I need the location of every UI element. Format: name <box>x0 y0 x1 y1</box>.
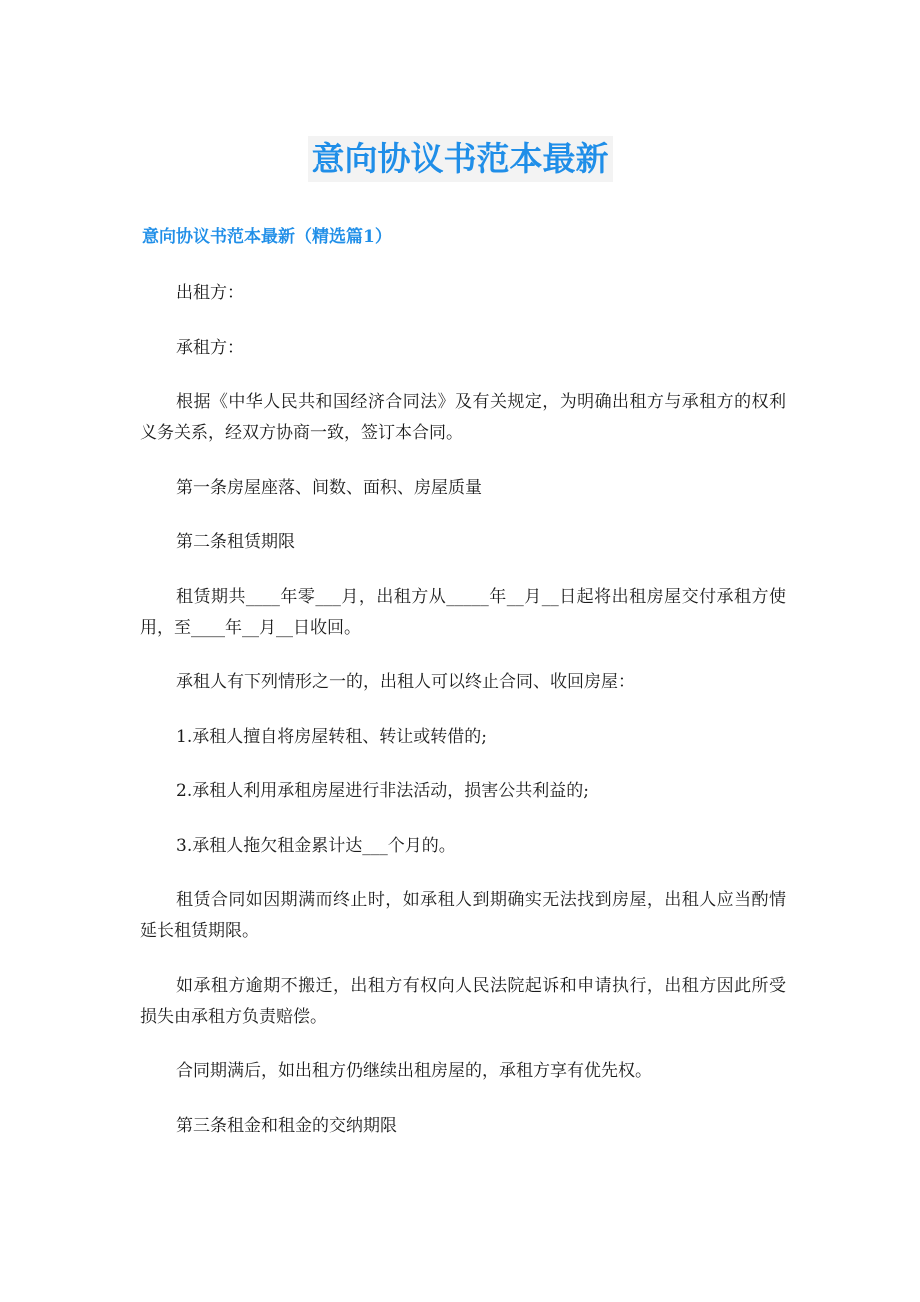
paragraph-extension: 租赁合同如因期满而终止时，如承租人到期确实无法找到房屋，出租人应当酌情延长租赁期限。 <box>140 890 786 941</box>
document-body <box>140 278 786 1165</box>
paragraph-termination-intro: 承租人有下列情形之一的，出租人可以终止合同、收回房屋： <box>176 672 635 692</box>
paragraph-overdue: 如承租方逾期不搬迁，出租方有权向人民法院起诉和申请执行，出租方因此所受损失由承租方负责赔偿。 <box>140 975 786 1027</box>
paragraph-priority: 合同期满后，如出租方仍继续出租房屋的，承租方享有优先权。 <box>176 1061 652 1081</box>
title-container <box>0 136 920 182</box>
paragraph-article-3: 第三条租金和租金的交纳期限 <box>176 1115 397 1136</box>
paragraph-lessee: 承租方： <box>176 337 244 358</box>
paragraph-termination-item-2: 2.承租人利用承租房屋进行非法活动，损害公共利益的; <box>176 781 589 801</box>
paragraph-article-2: 第二条租赁期限 <box>176 532 295 552</box>
section-heading: 意向协议书范本最新（精选篇1） <box>142 227 392 247</box>
document-title: 意向协议书范本最新 <box>308 136 613 182</box>
paragraph-termination-item-1: 1.承租人擅自将房屋转租、转让或转借的; <box>176 726 487 747</box>
paragraph-lessor: 出租方： <box>176 283 244 303</box>
paragraph-termination-item-3: 3.承租人拖欠租金累计达___个月的。 <box>176 835 456 856</box>
paragraph-article-1: 第一条房屋座落、间数、面积、房屋质量 <box>176 477 482 498</box>
paragraph-lease-term: 租赁期共____年零___月，出租方从_____年__月__日起将出租房屋交付承租方使用，至____年__月__日收回。 <box>140 586 786 638</box>
paragraph-preamble: 根据《中华人民共和国经济合同法》及有关规定，为明确出租方与承租方的权利义务关系，经双方协商一致，签订本合同。 <box>140 392 786 443</box>
